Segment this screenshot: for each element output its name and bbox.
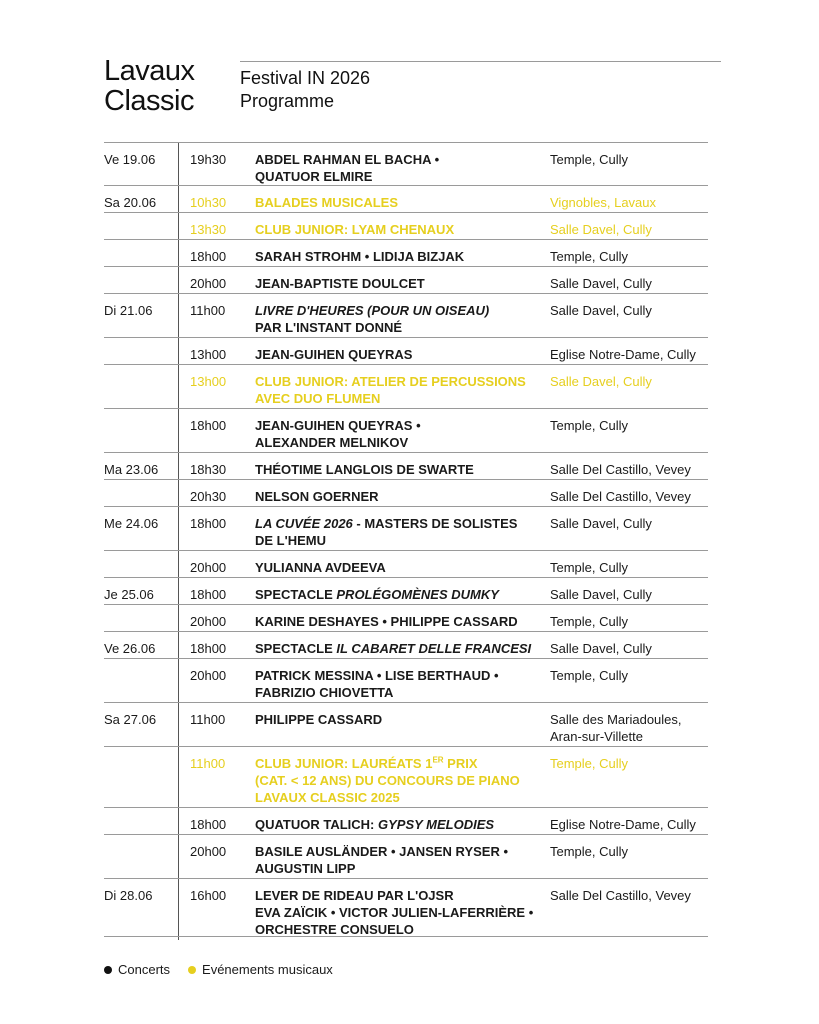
- row-venue: Salle Davel, Cully: [550, 587, 652, 602]
- row-title: QUATUOR TALICH: GYPSY MELODIES: [255, 817, 495, 832]
- row-venue: Temple, Cully: [550, 668, 629, 683]
- row-title: PATRICK MESSINA • LISE BERTHAUD • FABRIZIO CHIOVETTA: [255, 668, 499, 700]
- row-time: 18h00: [190, 249, 227, 264]
- row-title: LEVER DE RIDEAU PAR L'OJSR EVA ZAÏCIK • VICTOR JULIEN-LAFERRIÈRE • ORCHESTRE CONSUELO: [255, 888, 534, 937]
- row-title: CLUB JUNIOR: LAURÉATS 1ER PRIX (CAT. < 12 ANS) DU CONCOURS DE PIANO LAVAUX CLASSIC 2025: [255, 755, 520, 805]
- table-row: [104, 747, 708, 808]
- row-time: 20h00: [190, 560, 227, 575]
- row-title: CLUB JUNIOR: ATELIER DE PERCUSSIONS AVEC DUO FLUMEN: [255, 374, 526, 406]
- table-row: [104, 632, 708, 659]
- row-venue: Temple, Cully: [550, 756, 629, 771]
- row-title: CLUB JUNIOR: LYAM CHENAUX: [255, 222, 455, 237]
- row-title: SARAH STROHM • LIDIJA BIZJAK: [255, 249, 465, 264]
- row-time: 18h00: [190, 418, 227, 433]
- header-rule: [240, 61, 721, 62]
- legend-events: [188, 962, 333, 977]
- logo-line-1: Lavaux: [104, 55, 195, 87]
- row-time: 13h00: [190, 374, 227, 389]
- table-row: [104, 338, 708, 365]
- row-venue: Temple, Cully: [550, 418, 629, 433]
- row-venue: Salle Davel, Cully: [550, 276, 652, 291]
- row-date: Ve 19.06: [104, 152, 156, 167]
- row-title: BALADES MUSICALES: [255, 195, 399, 210]
- table-row: [104, 453, 708, 480]
- row-time: 18h00: [190, 516, 227, 531]
- row-date: Ve 26.06: [104, 641, 156, 656]
- row-time: 10h30: [190, 195, 227, 210]
- row-title: BASILE AUSLÄNDER • JANSEN RYSER • AUGUSTIN LIPP: [255, 844, 509, 876]
- table-row: [104, 578, 708, 605]
- festival-title: Festival IN 2026: [240, 68, 371, 88]
- table-row: [104, 605, 708, 632]
- table-row: [104, 703, 708, 747]
- row-title: YULIANNA AVDEEVA: [255, 560, 386, 575]
- row-time: 19h30: [190, 152, 227, 167]
- row-venue: Eglise Notre-Dame, Cully: [550, 817, 696, 832]
- row-title: PHILIPPE CASSARD: [255, 712, 383, 727]
- row-venue: Temple, Cully: [550, 249, 629, 264]
- row-date: Di 21.06: [104, 303, 153, 318]
- table-row: [104, 240, 708, 267]
- row-date: Sa 27.06: [104, 712, 157, 727]
- row-title: LIVRE D'HEURES (POUR UN OISEAU) PAR L'INSTANT DONNÉ: [255, 303, 490, 335]
- row-title: JEAN-BAPTISTE DOULCET: [255, 276, 425, 291]
- table-row: [104, 551, 708, 578]
- subtitle: [240, 67, 370, 113]
- row-time: 20h00: [190, 668, 227, 683]
- schedule-table: [104, 142, 708, 937]
- row-title: SPECTACLE IL CABARET DELLE FRANCESI: [255, 641, 532, 656]
- row-venue: Salle Davel, Cully: [550, 516, 652, 531]
- table-row: [104, 186, 708, 213]
- row-venue: Salle Del Castillo, Vevey: [550, 462, 691, 477]
- row-date: Sa 20.06: [104, 195, 157, 210]
- row-time: 18h30: [190, 462, 227, 477]
- row-time: 11h00: [190, 756, 226, 771]
- legend-events-label: Evénements musicaux: [202, 962, 333, 977]
- row-time: 13h30: [190, 222, 227, 237]
- legend-concerts: [104, 962, 170, 977]
- row-date: Je 25.06: [104, 587, 154, 602]
- row-venue: Salle Davel, Cully: [550, 374, 652, 389]
- row-date: Ma 23.06: [104, 462, 159, 477]
- row-title: THÉOTIME LANGLOIS DE SWARTE: [255, 462, 474, 477]
- row-venue: Salle Del Castillo, Vevey: [550, 489, 691, 504]
- row-time: 13h00: [190, 347, 227, 362]
- table-row: [104, 879, 708, 937]
- row-time: 18h00: [190, 817, 227, 832]
- table-row: [104, 142, 708, 186]
- logo: [104, 56, 195, 116]
- row-venue: Salle Davel, Cully: [550, 222, 652, 237]
- table-row: [104, 213, 708, 240]
- row-time: 20h00: [190, 844, 227, 859]
- row-date: Di 28.06: [104, 888, 153, 903]
- table-row: [104, 294, 708, 338]
- table-row: [104, 267, 708, 294]
- row-time: 11h00: [190, 303, 226, 318]
- row-venue: Temple, Cully: [550, 152, 629, 167]
- legend-concerts-label: Concerts: [118, 962, 171, 977]
- table-row: [104, 480, 708, 507]
- row-venue: Salle Del Castillo, Vevey: [550, 888, 691, 903]
- row-venue: Salle Davel, Cully: [550, 641, 652, 656]
- row-time: 18h00: [190, 641, 227, 656]
- row-title: NELSON GOERNER: [255, 489, 379, 504]
- row-title: JEAN-GUIHEN QUEYRAS: [255, 347, 413, 362]
- table-row: [104, 507, 708, 551]
- row-venue: Temple, Cully: [550, 614, 629, 629]
- row-venue: Temple, Cully: [550, 560, 629, 575]
- row-venue: Salle des Mariadoules, Aran-sur-Villette: [550, 712, 682, 744]
- table-row: [104, 808, 708, 835]
- concert-dot-icon: [104, 966, 112, 974]
- row-time: 18h00: [190, 587, 227, 602]
- row-date: Me 24.06: [104, 516, 159, 531]
- row-time: 20h30: [190, 489, 227, 504]
- row-venue: Salle Davel, Cully: [550, 303, 652, 318]
- row-title: LA CUVÉE 2026 - MASTERS DE SOLISTES DE L'HEMU: [255, 516, 518, 548]
- table-row: [104, 409, 708, 453]
- row-time: 20h00: [190, 614, 227, 629]
- row-title: ABDEL RAHMAN EL BACHA • QUATUOR ELMIRE: [255, 152, 440, 184]
- row-venue: Vignobles, Lavaux: [550, 195, 657, 210]
- logo-line-2: Classic: [104, 85, 194, 117]
- table-row: [104, 365, 708, 409]
- row-time: 11h00: [190, 712, 226, 727]
- legend: [104, 962, 351, 977]
- row-title: KARINE DESHAYES • PHILIPPE CASSARD: [255, 614, 518, 629]
- table-row: [104, 659, 708, 703]
- table-row: [104, 835, 708, 879]
- programme-title: Programme: [240, 91, 335, 111]
- row-time: 16h00: [190, 888, 227, 903]
- row-venue: Temple, Cully: [550, 844, 629, 859]
- event-dot-icon: [188, 966, 196, 974]
- row-title: JEAN-GUIHEN QUEYRAS • ALEXANDER MELNIKOV: [255, 418, 421, 450]
- row-title: SPECTACLE PROLÉGOMÈNES DUMKY: [255, 587, 499, 602]
- row-venue: Eglise Notre-Dame, Cully: [550, 347, 696, 362]
- row-time: 20h00: [190, 276, 227, 291]
